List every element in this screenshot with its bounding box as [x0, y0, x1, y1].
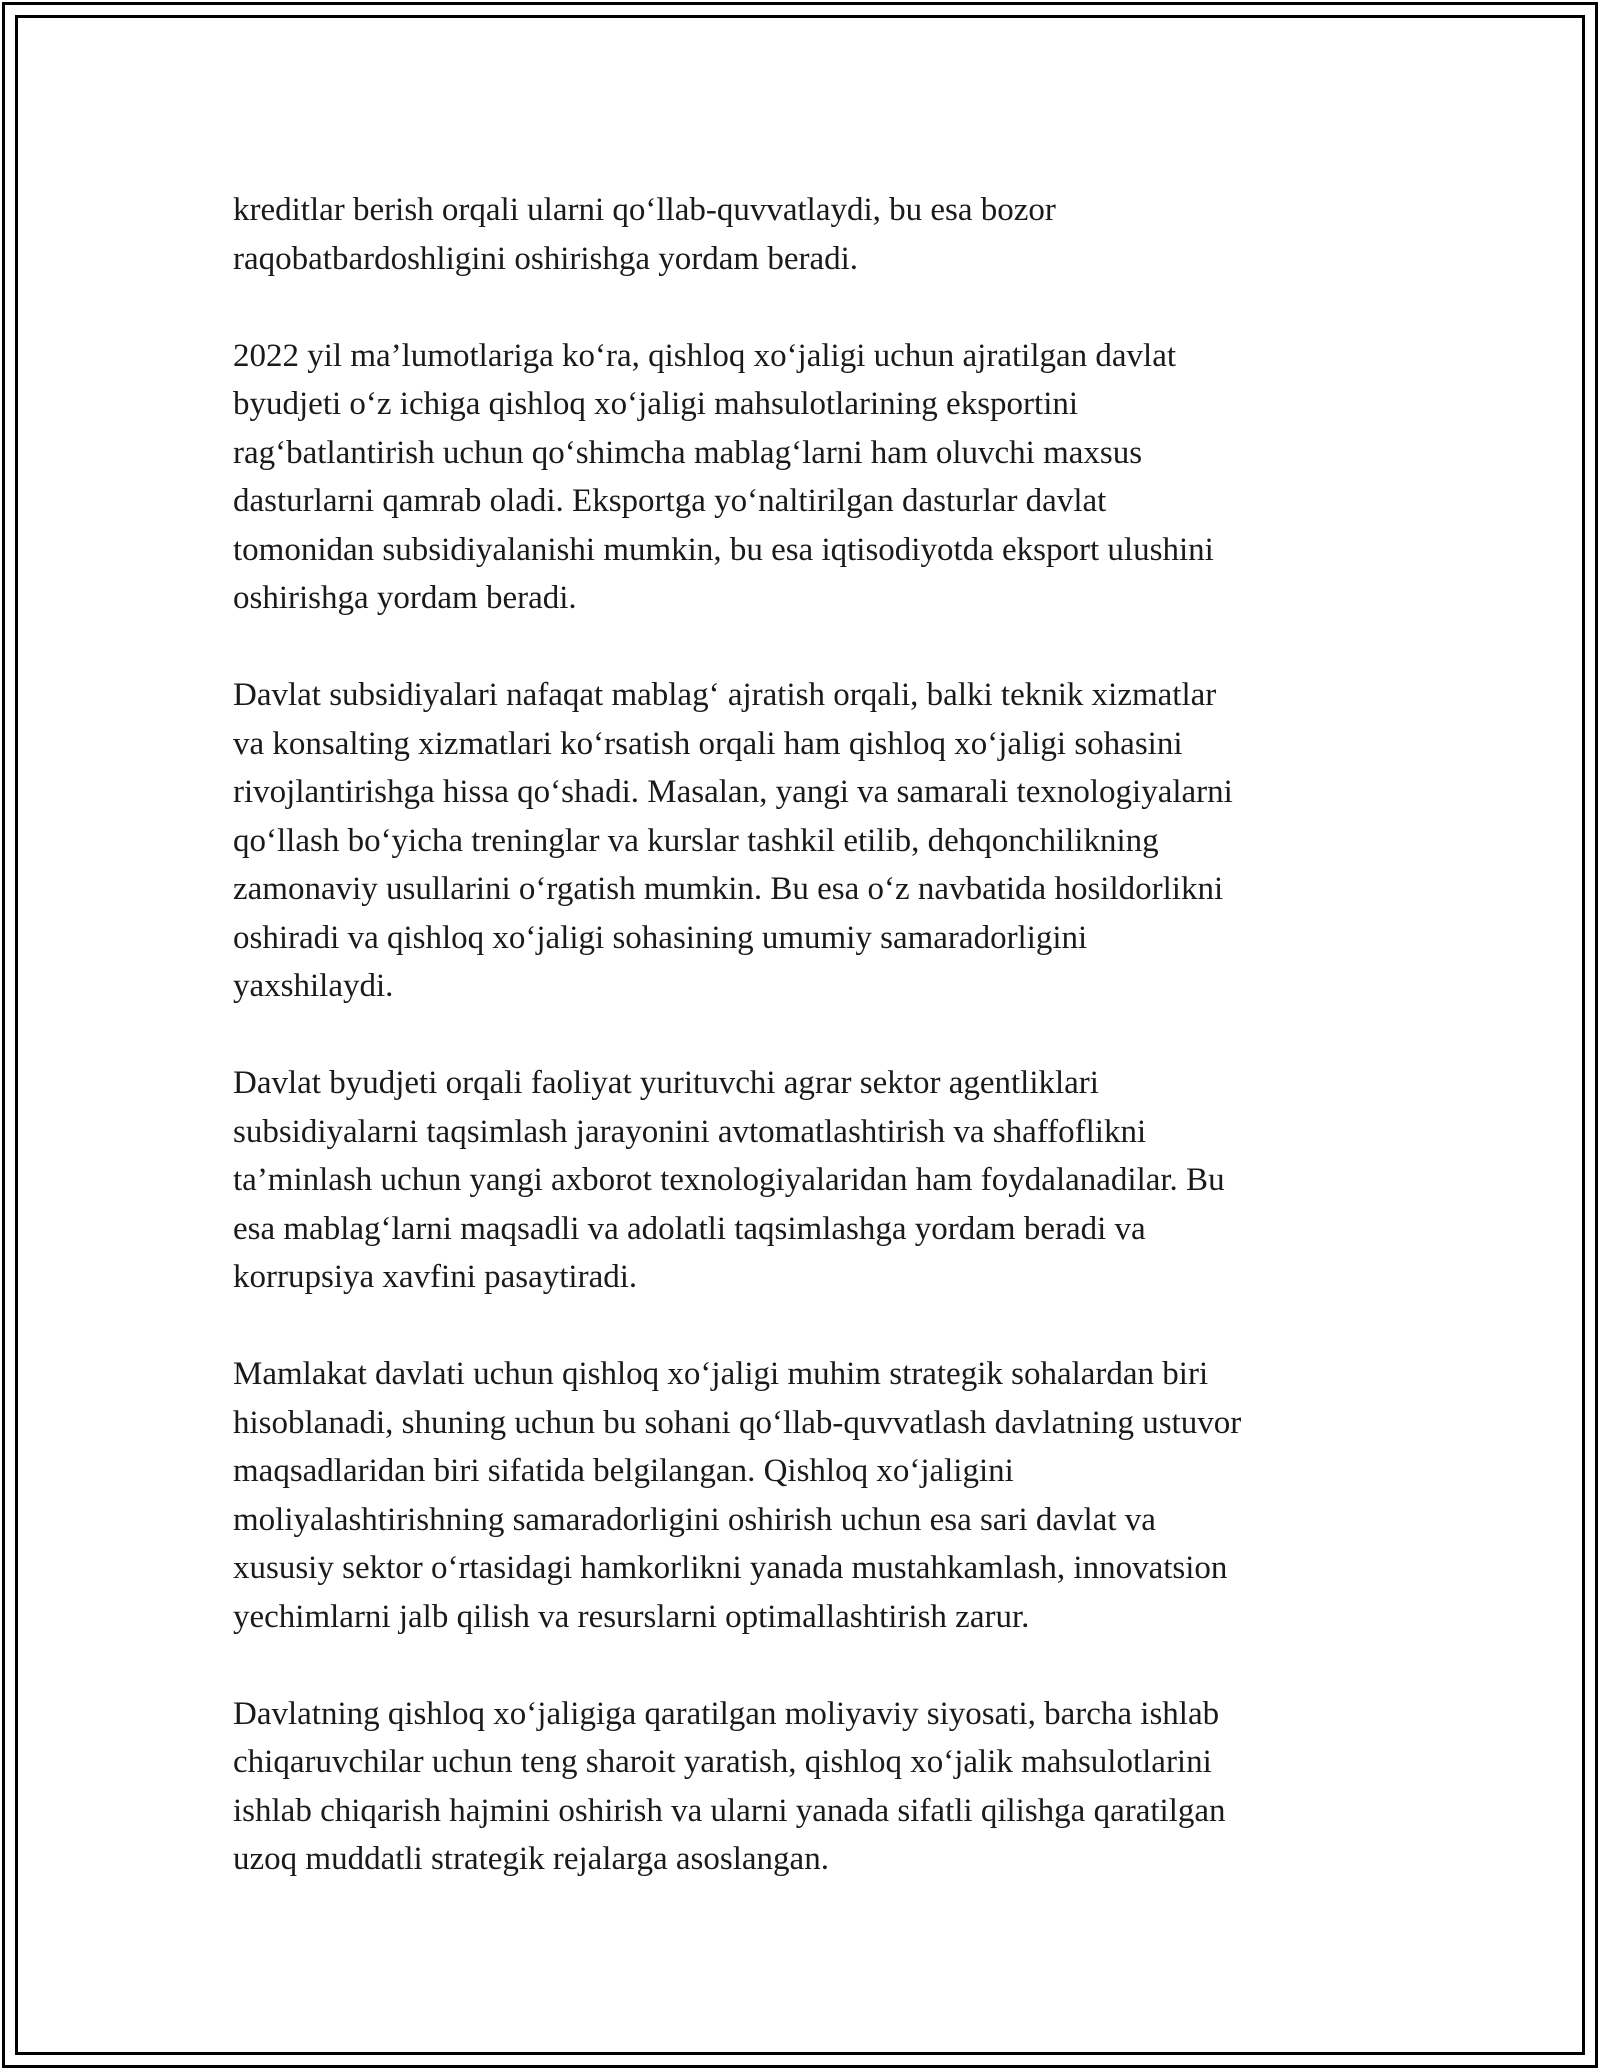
text-line: va konsalting xizmatlari ko‘rsatish orqali ham qishloq xo‘jaligi sohasini	[233, 725, 1183, 762]
text-line: rag‘batlantirish uchun qo‘shimcha mablag‘larni ham oluvchi maxsus	[233, 434, 1143, 471]
text-line: maqsadlaridan biri sifatida belgilangan. Qishloq xo‘jaligini	[233, 1453, 1014, 1489]
text-line: korrupsiya xavfini pasaytiradi.	[233, 1259, 638, 1295]
text-line: chiqaruvchilar uchun teng sharoit yaratish, qishloq xo‘jalik mahsulotlarini	[233, 1744, 1212, 1780]
text-line: subsidiyalarni taqsimlash jarayonini avtomatlashtirish va shaffoflikni	[233, 1113, 1147, 1150]
text-line: Davlat subsidiyalari nafaqat mablag‘ ajratish orqali, balki teknik xizmatlar	[233, 677, 1217, 713]
text-line: moliyalashtirishning samaradorligini oshirish uchun esa sari davlat va	[233, 1501, 1156, 1538]
paragraph-2	[233, 332, 1373, 623]
paragraph-1	[233, 186, 1373, 283]
text-line: hisoblanadi, shuning uchun bu sohani qo‘llab-quvvatlash davlatning ustuvor	[233, 1404, 1242, 1441]
text-line: Davlat byudjeti orqali faoliyat yurituvchi agrar sektor agentliklari	[233, 1065, 1099, 1101]
text-line: zamonaviy usullarini o‘rgatish mumkin. Bu esa o‘z navbatida hosildorlikni	[233, 871, 1224, 907]
text-line: ishlab chiqarish hajmini oshirish va ularni yanada sifatli qilishga qaratilgan	[233, 1792, 1226, 1829]
paragraph-5	[233, 1350, 1373, 1641]
text-line: oshiradi va qishloq xo‘jaligi sohasining umumiy samaradorligini	[233, 919, 1088, 956]
paragraph-4	[233, 1059, 1373, 1302]
text-line: 2022 yil ma’lumotlariga ko‘ra, qishloq xo‘jaligi uchun ajratilgan davlat	[233, 337, 1177, 374]
text-line: kreditlar berish orqali ularni qo‘llab-quvvatlaydi, bu esa bozor	[233, 192, 1056, 228]
text-line: oshirishga yordam beradi.	[233, 580, 577, 616]
text-line: yaxshilaydi.	[233, 968, 394, 1004]
text-line: Davlatning qishloq xo‘jaligiga qaratilgan moliyaviy siyosati, barcha ishlab	[233, 1695, 1220, 1732]
text-line: qo‘llash bo‘yicha treninglar va kurslar tashkil etilib, dehqonchilikning	[233, 822, 1159, 859]
paragraph-6	[233, 1690, 1373, 1884]
text-line: yechimlarni jalb qilish va resurslarni optimallashtirish zarur.	[233, 1598, 1030, 1635]
text-line: dasturlarni qamrab oladi. Eksportga yo‘naltirilgan dasturlar davlat	[233, 483, 1107, 519]
text-line: esa mablag‘larni maqsadli va adolatli taqsimlashga yordam beradi va	[233, 1210, 1146, 1247]
text-line: uzoq muddatli strategik rejalarga asoslangan.	[233, 1841, 829, 1877]
text-line: ta’minlash uchun yangi axborot texnologiyalaridan ham foydalanadilar. Bu	[233, 1162, 1225, 1198]
text-line: xususiy sektor o‘rtasidagi hamkorlikni yanada mustahkamlash, innovatsion	[233, 1550, 1228, 1586]
text-line: rivojlantirishga hissa qo‘shadi. Masalan, yangi va samarali texnologiyalarni	[233, 774, 1233, 810]
text-line: byudjeti o‘z ichiga qishloq xo‘jaligi mahsulotlarining eksportini	[233, 386, 1079, 422]
text-line: raqobatbardoshligini oshirishga yordam beradi.	[233, 240, 859, 277]
text-line: tomonidan subsidiyalanishi mumkin, bu esa iqtisodiyotda eksport ulushini	[233, 531, 1214, 568]
text-line: Mamlakat davlati uchun qishloq xo‘jaligi muhim strategik sohalardan biri	[233, 1356, 1209, 1392]
paragraph-3	[233, 671, 1373, 1011]
document-body	[233, 186, 1373, 1884]
